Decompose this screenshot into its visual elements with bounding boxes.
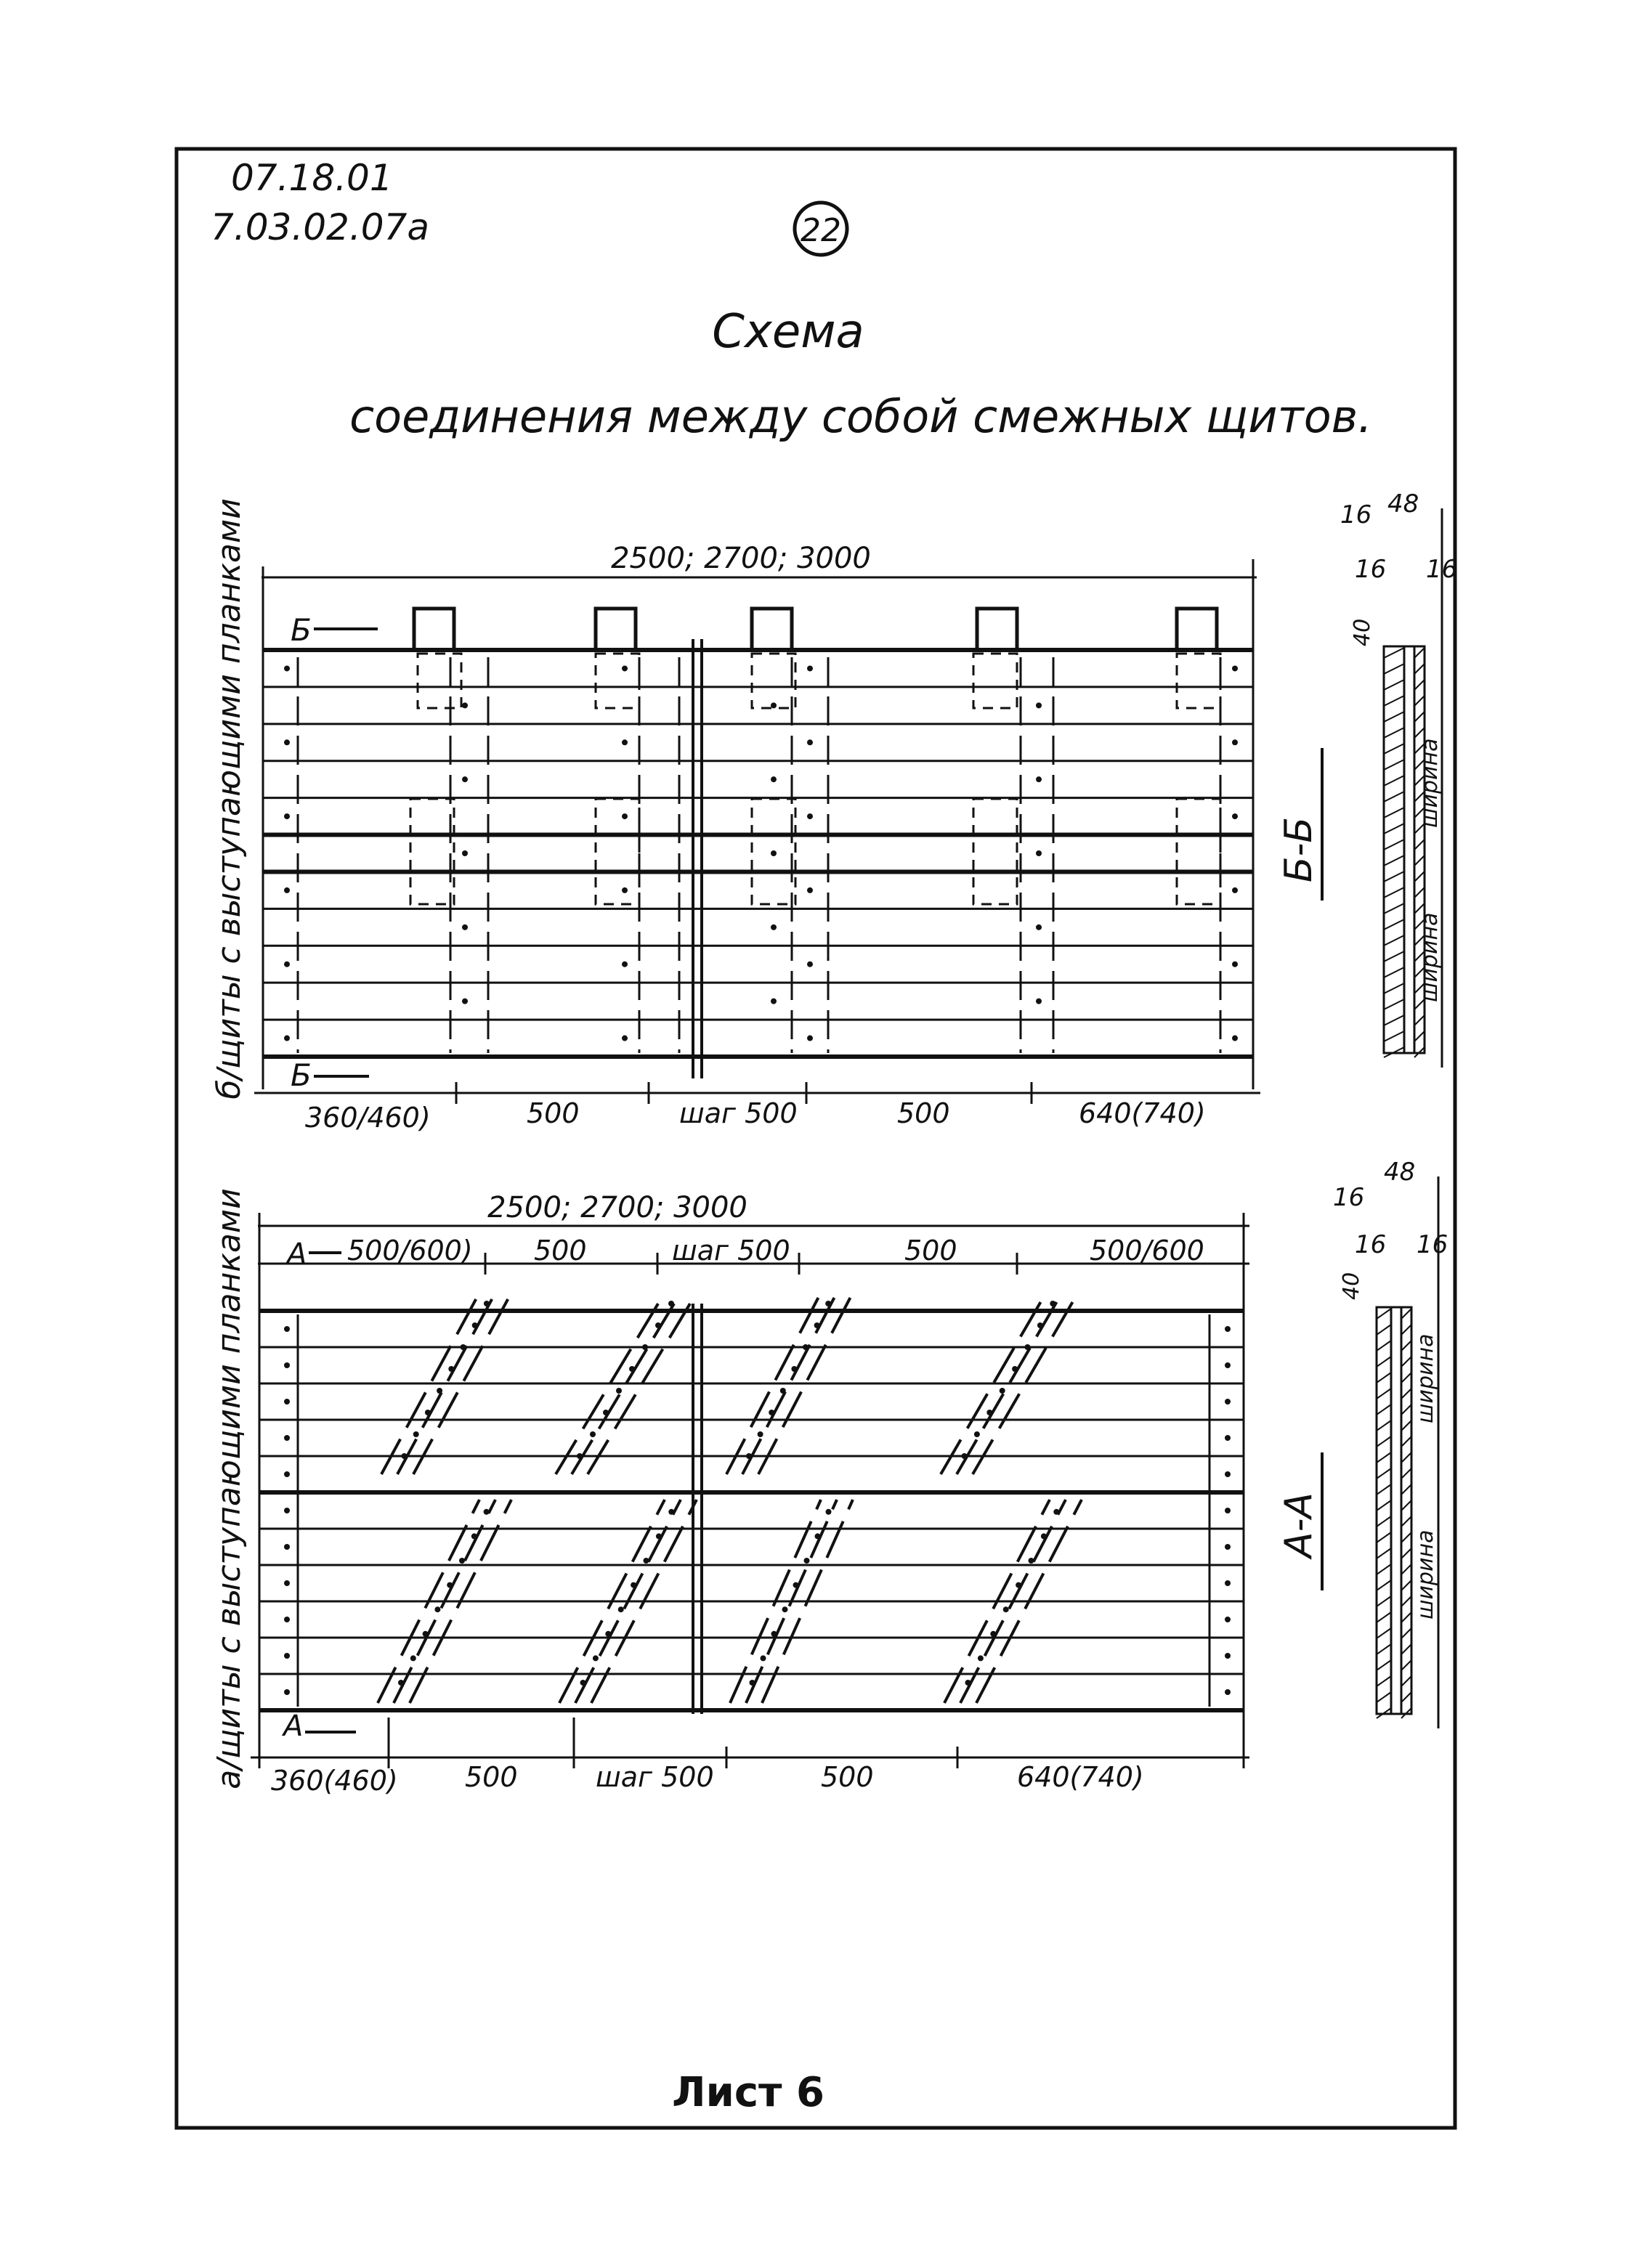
nail-dot (284, 1689, 290, 1695)
nail-dot (1232, 665, 1238, 671)
panel-a-top-dim-4: 500 (904, 1235, 957, 1267)
hatch-line (1401, 1564, 1411, 1574)
hatch-line (1401, 1548, 1411, 1558)
hatch-line (1384, 935, 1404, 946)
nail-dot (462, 924, 468, 930)
nail-dot (1225, 1362, 1231, 1368)
panel-a-overall-dim: 2500; 2700; 3000 (487, 1191, 747, 1224)
hatch-line (1414, 855, 1425, 866)
hatch-line (1377, 1452, 1391, 1463)
nail-dot (1029, 1558, 1034, 1564)
batten-overlap (410, 799, 454, 904)
nail-dot (622, 739, 628, 745)
batten-overlap (973, 799, 1017, 904)
hatch-line (1414, 728, 1425, 738)
batten-overlap (973, 654, 1017, 708)
batten-overlap (596, 654, 639, 708)
hatch-line (1377, 1389, 1391, 1399)
nail-dot (655, 1322, 661, 1328)
hatch-line (1377, 1692, 1391, 1702)
hatch-line (1401, 1325, 1411, 1335)
hatch-line (1414, 840, 1425, 850)
nail-dot (284, 962, 290, 967)
panel-b-planks (263, 650, 1253, 1057)
section-a-dim-4: 16 (1417, 1230, 1448, 1259)
section-b-label: Б-Б (1277, 816, 1321, 883)
nail-dot (1232, 962, 1238, 967)
section-b-dim-2: 48 (1387, 489, 1419, 519)
hatch-line (1377, 1644, 1391, 1654)
hatch-line (1414, 903, 1425, 914)
nail-dot (807, 665, 813, 671)
nail-dot (758, 1431, 763, 1437)
nail-dot (413, 1431, 419, 1437)
hatch-line (1401, 1644, 1411, 1654)
nail-dot (769, 1410, 774, 1415)
nail-dot (1036, 924, 1042, 930)
nail-dot (631, 1582, 636, 1588)
hatch-line (1414, 871, 1425, 882)
hatch-line (1401, 1373, 1411, 1383)
hatch-line (1384, 840, 1404, 850)
hatch-line (1377, 1436, 1391, 1447)
nail-dot (462, 999, 468, 1004)
section-b-dim-4: 16 (1426, 555, 1458, 584)
panel-b-overall-dim: 2500; 2700; 3000 (611, 542, 871, 575)
hatch-line (1384, 919, 1404, 930)
protruding-plank-tab (414, 609, 454, 650)
hatch-line (1414, 696, 1425, 706)
hatch-line (1377, 1500, 1391, 1511)
nail-dot (1036, 702, 1042, 708)
nail-dot (1041, 1533, 1047, 1539)
nail-dot (462, 850, 468, 856)
nail-dot (484, 1509, 490, 1515)
hatch-line (1384, 712, 1404, 722)
hatch-line (1401, 1580, 1411, 1590)
hatch-line (1401, 1516, 1411, 1527)
nail-dot (1036, 999, 1042, 1004)
hatch-line (1414, 1031, 1425, 1041)
nail-dot (1036, 776, 1042, 782)
nail-dot (448, 1366, 454, 1372)
hatch-line (1384, 887, 1404, 898)
panel-b-elevation (254, 542, 1260, 1134)
section-a-word-1: ширина (1413, 1333, 1438, 1423)
hatch-line (1401, 1357, 1411, 1367)
hatch-line (1401, 1676, 1411, 1686)
nail-dot (1225, 1544, 1231, 1550)
nail-dot (668, 1301, 674, 1306)
hatch-line (1401, 1532, 1411, 1543)
nail-dot (284, 665, 290, 671)
section-b-word-1: ширина (1417, 738, 1443, 828)
nail-dot (616, 1388, 622, 1394)
nail-dot (1050, 1301, 1055, 1306)
hatch-line (1377, 1516, 1391, 1527)
nail-dot (284, 739, 290, 745)
nail-dot (447, 1582, 453, 1588)
nail-dot (807, 962, 813, 967)
nail-dot (1036, 850, 1042, 856)
panel-a-dim-4: 500 (821, 1761, 874, 1793)
hatch-line (1377, 1420, 1391, 1431)
nail-dot (1225, 1435, 1231, 1441)
nail-dot (642, 1344, 648, 1350)
panel-a-top-dim-2: 500 (534, 1235, 587, 1267)
nail-dot (771, 850, 777, 856)
document-code-1: 07.18.01 (231, 157, 393, 199)
nail-dot (1225, 1399, 1231, 1405)
panel-b-dim-1: 360/460) (305, 1102, 431, 1134)
section-a-word-2: ширина (1413, 1529, 1438, 1619)
hatch-line (1377, 1325, 1391, 1335)
panel-a-dim-5: 640(740) (1017, 1761, 1144, 1793)
nail-dot (622, 962, 628, 967)
panel-a-top-dim-3: шаг 500 (672, 1235, 790, 1267)
nail-dot (826, 1509, 832, 1515)
hatch-line (1377, 1676, 1391, 1686)
panel-a-dim-3: шаг 500 (596, 1761, 714, 1793)
page-number: 22 (801, 212, 841, 249)
nail-dot (1000, 1388, 1005, 1394)
nail-dot (580, 1680, 586, 1686)
hatch-line (1414, 1015, 1425, 1025)
title-line-1: Схема (712, 305, 864, 359)
batten-overlap (596, 799, 639, 904)
hatch-line (1377, 1373, 1391, 1383)
hatch-line (1414, 664, 1425, 674)
nail-dot (1037, 1322, 1043, 1328)
nail-dot (605, 1631, 611, 1637)
hatch-line (1384, 696, 1404, 706)
nail-dot (1225, 1471, 1231, 1477)
nail-dot (284, 813, 290, 819)
hatch-line (1377, 1660, 1391, 1670)
section-a-dim-3: 16 (1355, 1230, 1387, 1259)
nail-dot (622, 813, 628, 819)
nail-dot (807, 887, 813, 893)
hatch-line (1401, 1389, 1411, 1399)
panel-b-section-mark-top: Б (291, 612, 312, 648)
nail-dot (978, 1655, 984, 1661)
nail-dot (622, 665, 628, 671)
hatch-line (1377, 1405, 1391, 1415)
hatch-line (1377, 1309, 1391, 1319)
section-b-word-2: ширина (1417, 912, 1443, 1002)
hatch-line (1377, 1357, 1391, 1367)
nail-dot (644, 1558, 649, 1564)
hatch-line (1384, 648, 1404, 658)
nail-dot (410, 1655, 416, 1661)
hatch-line (1401, 1596, 1411, 1606)
nail-dot (1232, 887, 1238, 893)
nail-dot (793, 1582, 799, 1588)
hatch-line (1401, 1692, 1411, 1702)
hatch-line (1384, 1031, 1404, 1041)
protruding-plank-tab (596, 609, 636, 650)
hatch-line (1377, 1596, 1391, 1606)
nail-dot (1232, 1036, 1238, 1041)
nail-dot (1225, 1580, 1231, 1586)
hatch-line (1377, 1564, 1391, 1574)
nail-dot (815, 1533, 821, 1539)
section-a-dim-5: 40 (1339, 1272, 1364, 1300)
hatch-line (1384, 967, 1404, 977)
hatch-line (1384, 1015, 1404, 1025)
nail-dot (1232, 813, 1238, 819)
nail-dot (965, 1680, 971, 1686)
nail-dot (398, 1680, 404, 1686)
hatch-line (1384, 776, 1404, 786)
hatch-line (1377, 1341, 1391, 1351)
nail-dot (656, 1533, 662, 1539)
batten-overlap (1177, 654, 1220, 708)
protruding-plank-tab (752, 609, 792, 650)
sheet-frame (177, 149, 1458, 2128)
nail-dot (284, 1544, 290, 1550)
hatch-line (1401, 1309, 1411, 1319)
batten-overlap (418, 654, 461, 708)
nail-dot (622, 887, 628, 893)
nail-dot (437, 1388, 442, 1394)
panel-a-diagonal-battens (378, 1293, 1082, 1703)
nail-dot (284, 1508, 290, 1513)
panel-a-section-mark-bottom: А (283, 1710, 304, 1743)
hatch-line (1401, 1660, 1411, 1670)
nail-dot (577, 1453, 583, 1459)
nail-dot (814, 1322, 820, 1328)
nail-dot (472, 1322, 478, 1328)
nail-dot (1012, 1366, 1018, 1372)
hatch-line (1384, 744, 1404, 754)
nail-dot (603, 1410, 609, 1415)
hatch-line (1377, 1532, 1391, 1543)
panel-a-dim-2: 500 (465, 1761, 518, 1793)
nail-dot (1225, 1689, 1231, 1695)
nail-dot (284, 887, 290, 893)
nail-dot (284, 1036, 290, 1041)
nail-dot (284, 1653, 290, 1659)
section-b-dim-1: 16 (1340, 500, 1372, 529)
protruding-plank-tab (1177, 609, 1217, 650)
hatch-line (1377, 1548, 1391, 1558)
nail-dot (423, 1631, 429, 1637)
nail-dot (461, 1344, 466, 1350)
protruding-plank-tab (977, 609, 1017, 650)
hatch-line (1401, 1452, 1411, 1463)
nail-dot (771, 999, 777, 1004)
hatch-line (1384, 824, 1404, 834)
nail-dot (771, 1631, 777, 1637)
hatch-line (1401, 1420, 1411, 1431)
hatch-line (1401, 1468, 1411, 1479)
hatch-line (1377, 1468, 1391, 1479)
panel-b-dim-5: 640(740) (1079, 1097, 1206, 1129)
nail-dot (782, 1606, 788, 1612)
nail-dot (771, 924, 777, 930)
hatch-line (1384, 728, 1404, 738)
nail-dot (771, 702, 777, 708)
panel-b-dim-4: 500 (897, 1097, 950, 1129)
nail-dot (825, 1301, 831, 1306)
panel-a-planks (259, 1311, 1244, 1710)
nail-dot (1232, 739, 1238, 745)
nail-dot (462, 776, 468, 782)
nail-dot (284, 1362, 290, 1368)
nail-dot (402, 1453, 408, 1459)
nail-dot (284, 1471, 290, 1477)
batten-overlap (1177, 799, 1220, 904)
nail-dot (780, 1388, 786, 1394)
batten-overlap (752, 654, 795, 708)
nail-dot (791, 1366, 797, 1372)
nail-dot (750, 1680, 755, 1686)
hatch-line (1384, 903, 1404, 914)
hatch-line (1401, 1436, 1411, 1447)
nail-dot (284, 1326, 290, 1332)
document-code-2: 7.03.02.07а (211, 206, 430, 248)
nail-dot (434, 1606, 440, 1612)
hatch-line (1377, 1628, 1391, 1638)
section-b-dim-3: 16 (1355, 555, 1387, 584)
nail-dot (990, 1631, 996, 1637)
hatch-line (1384, 808, 1404, 818)
nail-dot (807, 813, 813, 819)
nail-dot (807, 739, 813, 745)
panel-a-top-dim-5: 500/600 (1090, 1235, 1204, 1267)
side-label-bottom: а/щиты с выступающими планками (211, 1188, 248, 1789)
nail-dot (484, 1301, 490, 1306)
nail-dot (668, 1509, 674, 1515)
hatch-line (1384, 855, 1404, 866)
hatch-line (1384, 664, 1404, 674)
hatch-line (1384, 760, 1404, 770)
panel-b-section-mark-bottom: Б (291, 1057, 312, 1093)
nail-dot (462, 702, 468, 708)
hatch-line (1384, 999, 1404, 1009)
nail-dot (1225, 1326, 1231, 1332)
hatch-line (1414, 680, 1425, 690)
section-a-dim-1: 16 (1333, 1183, 1365, 1212)
panel-a-dim-1: 360(460) (271, 1765, 398, 1797)
section-a-dim-2: 48 (1384, 1158, 1416, 1187)
nail-dot (618, 1606, 624, 1612)
nail-dot (1225, 1508, 1231, 1513)
hatch-line (1377, 1612, 1391, 1622)
hatch-line (1401, 1341, 1411, 1351)
nail-dot (807, 1036, 813, 1041)
nail-dot (1225, 1653, 1231, 1659)
panel-b-tabs (414, 609, 1217, 650)
nail-dot (471, 1533, 477, 1539)
nail-dot (459, 1558, 465, 1564)
hatch-line (1401, 1484, 1411, 1495)
section-b-b (1277, 489, 1457, 1068)
title-line-2: соединения между собой смежных щитов. (349, 390, 1372, 443)
hatch-line (1384, 680, 1404, 690)
hatch-line (1401, 1405, 1411, 1415)
section-a-a (1277, 1158, 1448, 1728)
nail-dot (590, 1431, 596, 1437)
nail-dot (974, 1431, 980, 1437)
nail-dot (1003, 1606, 1009, 1612)
hatch-line (1414, 648, 1425, 658)
nail-dot (962, 1453, 968, 1459)
panel-b-dim-2: 500 (527, 1097, 580, 1129)
hatch-line (1384, 871, 1404, 882)
hatch-line (1401, 1500, 1411, 1511)
hatch-line (1384, 983, 1404, 993)
hatch-line (1401, 1612, 1411, 1622)
hatch-line (1384, 792, 1404, 802)
sheet-label: Лист 6 (672, 2069, 824, 2116)
hatch-line (1377, 1484, 1391, 1495)
hatch-line (1384, 951, 1404, 962)
nail-dot (761, 1655, 766, 1661)
nail-dot (746, 1453, 752, 1459)
nail-dot (284, 1399, 290, 1405)
hatch-line (1414, 712, 1425, 722)
nail-dot (986, 1410, 992, 1415)
panel-b-dim-3: шаг 500 (679, 1097, 798, 1129)
nail-dot (284, 1580, 290, 1586)
nail-dot (425, 1410, 431, 1415)
nail-dot (1053, 1509, 1059, 1515)
nail-dot (629, 1366, 635, 1372)
nail-dot (284, 1435, 290, 1441)
hatch-line (1414, 887, 1425, 898)
hatch-line (1377, 1580, 1391, 1590)
panel-a-section-mark-top: А (287, 1237, 307, 1271)
nail-dot (1025, 1344, 1031, 1350)
nail-dot (1016, 1582, 1021, 1588)
panel-a-elevation (251, 1191, 1249, 1797)
nail-dot (804, 1558, 810, 1564)
nail-dot (771, 776, 777, 782)
nail-dot (803, 1344, 809, 1350)
hatch-line (1401, 1628, 1411, 1638)
nail-dot (593, 1655, 599, 1661)
section-a-label: А-А (1277, 1492, 1321, 1558)
side-label-top: б/щиты с выступающими планками (211, 498, 248, 1100)
nail-dot (622, 1036, 628, 1041)
section-b-dim-5: 40 (1350, 618, 1375, 646)
nail-dot (284, 1617, 290, 1622)
panel-a-top-dim-1: 500/600) (347, 1235, 473, 1267)
nail-dot (1225, 1617, 1231, 1622)
